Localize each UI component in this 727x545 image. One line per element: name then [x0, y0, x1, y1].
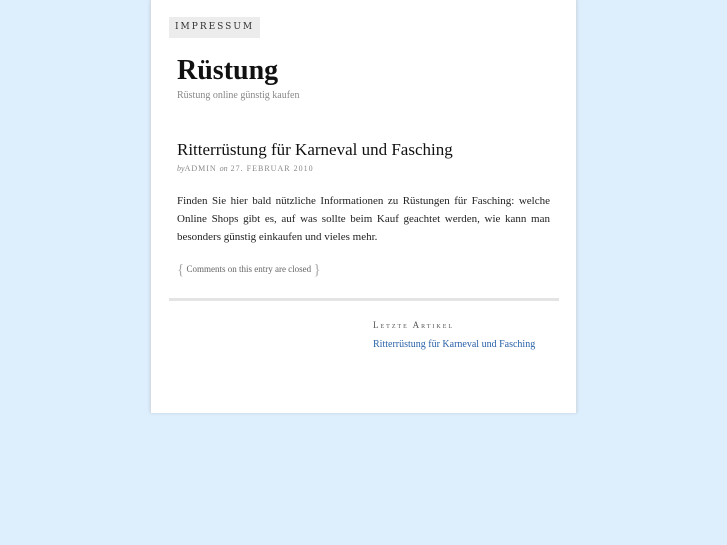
- nav-tab-impressum[interactable]: IMPRESSUM: [169, 17, 260, 38]
- comments-status: [177, 262, 321, 279]
- recent-posts-title: Letzte Artikel: [373, 320, 455, 330]
- post-meta: [177, 164, 314, 173]
- site-title[interactable]: Rüstung: [177, 55, 279, 86]
- post-title-link[interactable]: Ritterrüstung für Karneval und Fasching: [177, 140, 453, 159]
- page-container: [150, 0, 577, 413]
- close-brace: }: [313, 262, 321, 278]
- site-description: Rüstung online günstig kaufen: [177, 90, 300, 101]
- post-meta-by: by: [177, 164, 185, 173]
- footer-divider: [169, 298, 559, 301]
- open-brace: {: [177, 262, 185, 278]
- post-body: Finden Sie hier bald nützliche Informationen zu Rüstungen für Fasching: welche Online Shops gibt es, auf was sollte beim Kauf geachtet werden, wie kann man besonders günstig einkaufen und vieles mehr.: [177, 195, 550, 243]
- comments-closed-text: Comments on this entry are closed: [186, 264, 312, 274]
- post-date: 27. FEBRUAR 2010: [230, 164, 314, 173]
- post-meta-on: on: [219, 164, 228, 173]
- recent-post-link[interactable]: Ritterrüstung für Karneval und Fasching: [373, 339, 536, 350]
- post-author: ADMIN: [184, 164, 217, 173]
